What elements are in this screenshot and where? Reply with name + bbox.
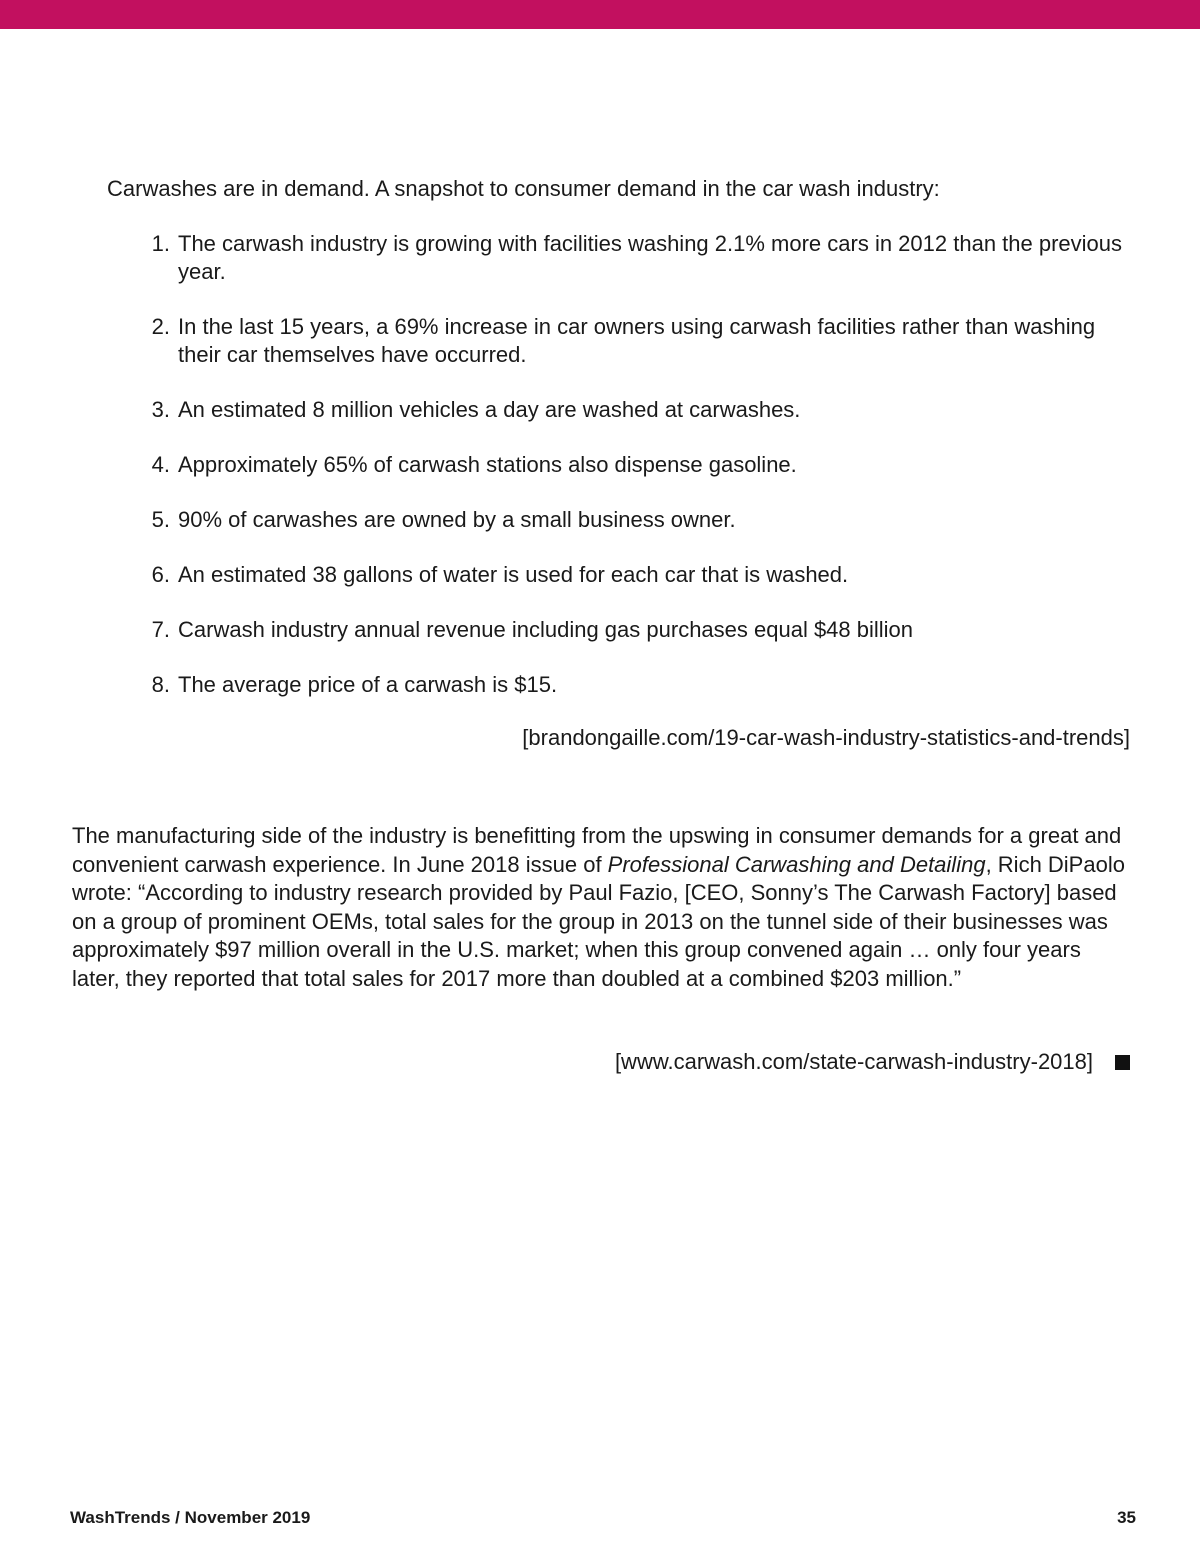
page-number: 35 [1117, 1508, 1136, 1527]
footer-publication: WashTrends / November 2019 [70, 1508, 311, 1527]
intro-text: Carwashes are in demand. A snapshot to consumer demand in the car wash industry: [107, 176, 940, 201]
list-number: 3. [151, 397, 170, 422]
list-number: 4. [151, 452, 170, 477]
stats-list-item [140, 506, 1130, 534]
list-number: 8. [151, 672, 170, 697]
list-number: 1. [151, 231, 170, 256]
list-item-text: In the last 15 years, a 69% increase in car owners using carwash facilities rather than washing their car themselves have occurred. [178, 314, 1096, 367]
publication-title: Professional Carwashing and Detailing [607, 851, 986, 877]
stats-list-item [140, 230, 1130, 286]
list-item-text: The average price of a carwash is $15. [178, 672, 558, 697]
list-item-text: The carwash industry is growing with facilities washing 2.1% more cars in 2012 than the previous year. [178, 231, 1123, 284]
list-number: 2. [151, 314, 170, 339]
list-item-text: 90% of carwashes are owned by a small business owner. [178, 507, 736, 532]
stats-list-item [140, 451, 1130, 479]
stats-list-item [140, 671, 1130, 699]
body-text-part2: , Rich DiPaolo wrote: “According to industry research provided by Paul Fazio, [CEO, Sonny’s The Carwash Factory] based on a group of prominent OEMs, total sales for the group in 2013 on the tunnel side of their businesses was approximately $97 million overall in the U.S. market; when this group convened again … only four years later, they reported that total sales for 2017 more than doubled at a combined $203 million.” [72, 851, 1125, 991]
stats-list [140, 230, 1130, 726]
list-item-text: An estimated 8 million vehicles a day are washed at carwashes. [178, 397, 801, 422]
stats-list-item [140, 396, 1130, 424]
list-item-text: Carwash industry annual revenue including gas purchases equal $48 billion [178, 617, 914, 642]
list-item-text: Approximately 65% of carwash stations also dispense gasoline. [178, 452, 797, 477]
stats-list-item [140, 616, 1130, 644]
list-number: 5. [151, 507, 170, 532]
body-text-part1: The manufacturing side of the industry is benefitting from the upswing in consumer demands for a great and convenient carwash experience. In June 2018 issue of [72, 823, 1122, 877]
end-of-article-icon [1115, 1055, 1130, 1070]
source-citation-2-row [615, 1047, 1130, 1077]
body-paragraph [72, 822, 1132, 993]
stats-list-item [140, 561, 1130, 589]
list-number: 7. [151, 617, 170, 642]
source-citation-1: [brandongaille.com/19-car-wash-industry-statistics-and-trends] [522, 725, 1130, 750]
header-accent-bar [0, 0, 1200, 29]
list-item-text: An estimated 38 gallons of water is used for each car that is washed. [178, 562, 849, 587]
stats-list-item [140, 313, 1130, 369]
source-citation-2: [www.carwash.com/state-carwash-industry-2018] [614, 1049, 1093, 1074]
list-number: 6. [151, 562, 170, 587]
